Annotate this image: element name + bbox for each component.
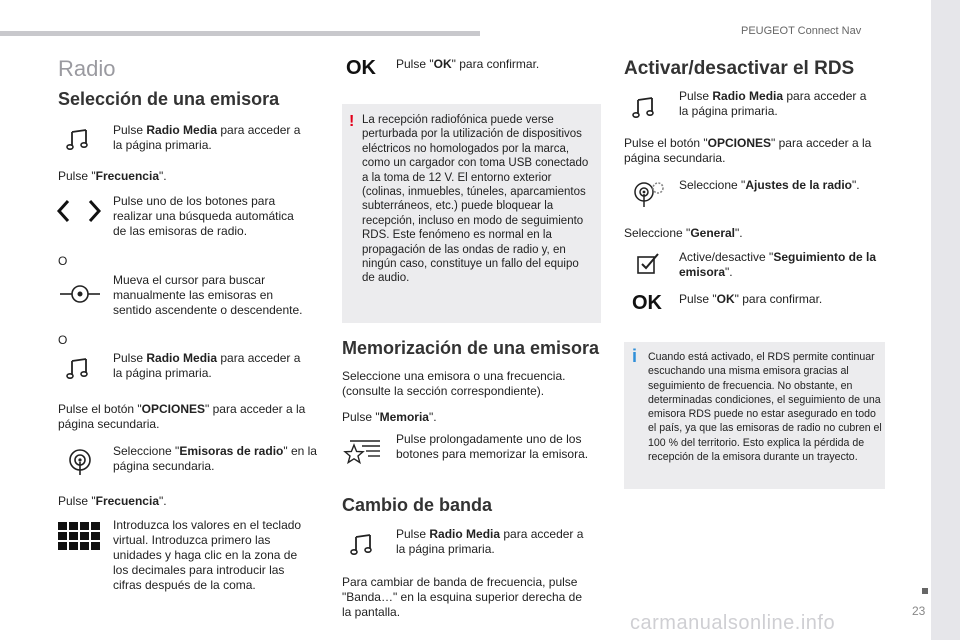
step-rds-options: Pulse el botón "OPCIONES" para acceder a la página secundaria.	[624, 136, 872, 165]
music-note-icon	[66, 128, 90, 152]
warning-icon: !	[349, 113, 355, 130]
radio-settings-icon	[632, 180, 666, 208]
page-number: 23	[912, 604, 926, 618]
page-title: Radio	[58, 56, 116, 81]
ok-icon: OK	[346, 57, 376, 79]
step-radio-media: Pulse Radio Media para acceder a la página primaria.	[113, 123, 301, 152]
step-hold-button: Pulse prolongadamente uno de los botones para memorizar la emisora.	[396, 432, 589, 461]
music-note-icon-4	[632, 96, 656, 120]
tuning-cursor-icon	[58, 282, 102, 306]
radio-station-icon	[66, 448, 94, 476]
step-radio-stations: Seleccione "Emisoras de radio" en la página secundaria.	[113, 444, 317, 473]
music-note-icon-3	[350, 533, 374, 557]
step-radio-media-2: Pulse Radio Media para acceder a la página primaria.	[113, 351, 301, 380]
step-auto-search: Pulse uno de los botones para realizar una búsqueda automática de las emisoras de radio.	[113, 194, 294, 238]
side-tab	[931, 0, 960, 640]
top-rule	[0, 31, 480, 36]
step-confirm-ok: Pulse "OK" para confirmar.	[396, 57, 540, 71]
seek-arrows-icon	[54, 198, 104, 224]
step-station-tracking: Active/desactive "Seguimiento de la emisora".	[679, 250, 876, 279]
or-separator-2: O	[58, 333, 68, 347]
warning-note	[342, 104, 601, 323]
warning-text: La recepción radiofónica puede verse perturbada por la utilización de dispositivos eléctricos no homologados por la marca, como un cargador con toma USB conectado a la toma de 12 V. El entorno exterior (colinas, inmuebles, túneles, aparcamientos subterráneos, etc.) puede bloquear la recepción, incluso en modo de seguimiento RDS. Este fenómeno es normal en la propagación de las ondas de radio y, en ningún caso, constituye un fallo del equipo de audio.	[362, 114, 589, 285]
step-virtual-keyboard: Introduzca los valores en el teclado virtual. Introduzca primero las unidades y haga clic en la zona de los decimales para introducir las cifras después de la coma.	[113, 518, 302, 592]
checkbox-icon	[636, 252, 662, 276]
step-options: Pulse el botón "OPCIONES" para acceder a la página secundaria.	[58, 402, 306, 431]
step-rds-confirm: Pulse "OK" para confirmar.	[679, 292, 823, 306]
section-heading-memorize: Memorización de una emisora	[342, 338, 600, 358]
ok-icon-2: OK	[632, 292, 662, 314]
step-frequency: Pulse "Frecuencia".	[58, 169, 167, 183]
keypad-icon	[58, 522, 102, 552]
info-text: Cuando está activado, el RDS permite continuar escuchando una misma emisora gracias al seguimiento de frecuencia. No obstante, en determinadas condiciones, el seguimiento de una emisora RDS puede no estar asegurado en todo el país, ya que las emisoras de radio no cubren el 100 % del territorio. Esto explica la pérdida de recepción de la emisora durante un trayecto.	[648, 351, 882, 464]
watermark: carmanualsonline.info	[630, 612, 836, 634]
page-marker	[922, 588, 928, 594]
step-change-band: Para cambiar de banda de frecuencia, pulse "Banda…" en la esquina superior derecha de la pantalla.	[342, 575, 583, 619]
section-heading-select-station: Selección de una emisora	[58, 89, 280, 109]
info-note	[624, 342, 885, 489]
step-frequency-2: Pulse "Frecuencia".	[58, 494, 167, 508]
step-radio-settings: Seleccione "Ajustes de la radio".	[679, 178, 860, 192]
step-band-radio-media: Pulse Radio Media para acceder a la página primaria.	[396, 527, 584, 556]
step-select-station: Seleccione una emisora o una frecuencia. (consulte la sección correspondiente).	[342, 369, 566, 398]
manual-title: PEUGEOT Connect Nav	[741, 25, 862, 37]
step-manual-search: Mueva el cursor para buscar manualmente las emisoras en sentido ascendente o descendente.	[113, 273, 303, 317]
section-heading-band: Cambio de banda	[342, 495, 493, 515]
info-icon: i	[632, 346, 638, 366]
music-note-icon-2	[66, 357, 90, 381]
section-heading-rds: Activar/desactivar el RDS	[624, 58, 855, 79]
or-separator: O	[58, 254, 68, 268]
step-rds-radio-media: Pulse Radio Media para acceder a la página primaria.	[679, 89, 867, 118]
star-memory-icon	[342, 437, 382, 467]
step-general: Seleccione "General".	[624, 226, 743, 240]
step-memory: Pulse "Memoria".	[342, 410, 437, 424]
